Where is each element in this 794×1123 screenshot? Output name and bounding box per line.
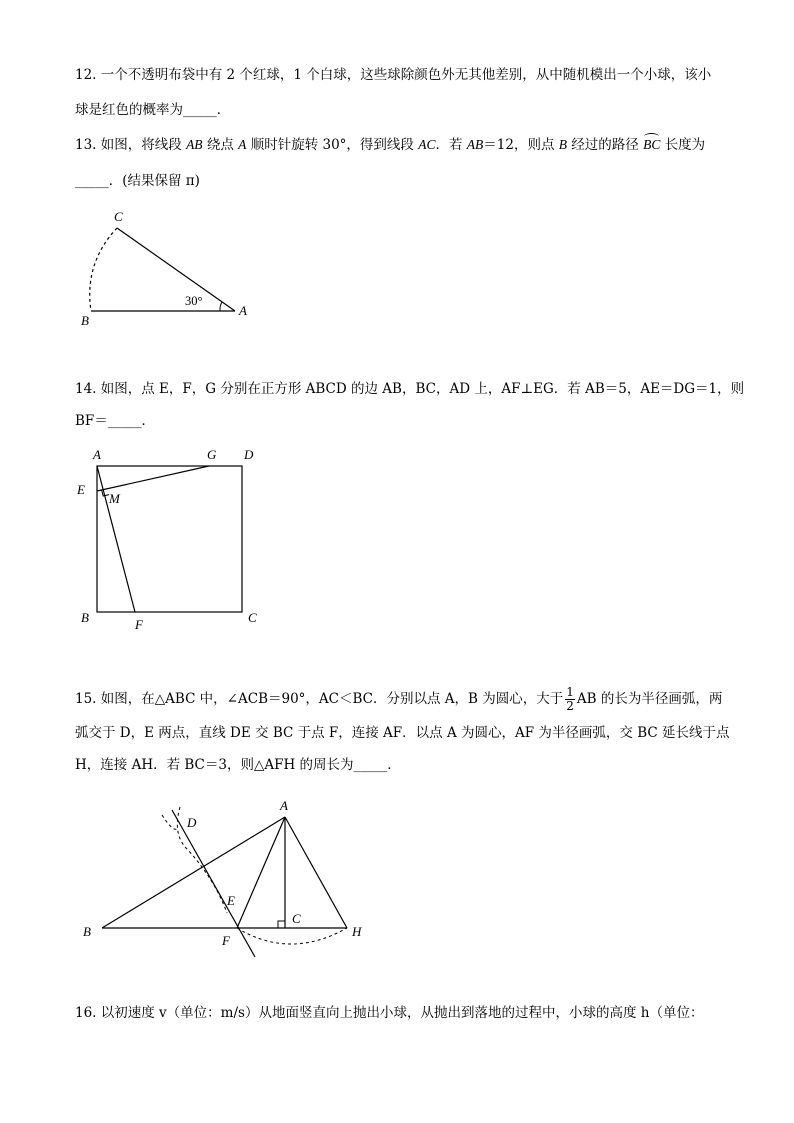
label-a: A: [93, 447, 101, 462]
q12-line1: 12. 一个不透明布袋中有 2 个红球，1 个白球，这些球除颜色外无其他差别，从中随机模出一个小球，该小: [75, 67, 712, 83]
label-e: E: [227, 893, 235, 908]
fraction-one-half: $\frac{1}{2}$: [566, 685, 574, 713]
q15-line2: 弧交于 D，E 两点，直线 DE 交 BC 于点 F，连接 AF．以点 A 为圆心，AF 为半径画弧，交 BC 延长线于点: [75, 725, 730, 741]
q14-line2: BF＝_____．: [75, 413, 156, 429]
label-c: C: [292, 911, 301, 926]
right-angle-mark: [102, 490, 110, 496]
label-c: C: [114, 209, 123, 224]
arc-bc-notation: BC: [643, 136, 660, 154]
q15-figure: [80, 795, 380, 965]
label-h: H: [352, 924, 362, 939]
right-angle-mark: [278, 921, 285, 928]
label-a: A: [239, 303, 247, 318]
square-abcd: [97, 466, 242, 612]
q13-line1: 13. 如图，将线段 AB 绕点 A 顺时针旋转 30°，得到线段 AC．若 AB＝12，则点 B 经过的路径 BC 长度为: [75, 136, 705, 154]
q15-line3: H，连接 AH．若 BC＝3，则△AFH 的周长为_____．: [75, 757, 401, 773]
label-e: E: [77, 482, 85, 497]
segment-ac: [117, 228, 235, 311]
arc-bc: [90, 228, 117, 311]
line-de: [172, 810, 255, 957]
q13-figure: [70, 205, 270, 330]
label-angle: 30°: [185, 294, 203, 308]
q16-line1: 16. 以初速度 v（单位：m/s）从地面竖直向上抛出小球，从抛出到落地的过程中，小球的高度 h（单位：: [75, 1005, 704, 1021]
label-b: B: [81, 610, 89, 625]
arc-fh: [237, 928, 347, 944]
segment-ab: [102, 817, 285, 928]
segment-af: [237, 817, 285, 928]
label-f: F: [135, 617, 143, 632]
label-d: D: [187, 815, 197, 830]
q12-line2: 球是红色的概率为_____．: [75, 102, 231, 118]
segment-af: [97, 466, 135, 612]
segment-eg: [97, 466, 209, 491]
q15-line1: 15. 如图，在△ABC 中，∠ACB＝90°，AC＜BC．分别以点 A，B 为圆心，大于 $\frac{1}{2}$ AB 的长为半径画弧，两: [75, 685, 723, 713]
label-f: F: [222, 933, 230, 948]
q14-figure: [75, 445, 275, 635]
label-b: B: [81, 313, 89, 328]
q14-line1: 14. 如图，点 E，F，G 分别在正方形 ABCD 的边 AB，BC，AD 上，AF⊥EG．若 AB＝5，AE＝DG＝1，则: [75, 381, 745, 397]
angle-mark: [220, 302, 222, 311]
label-a: A: [280, 798, 288, 813]
label-d: D: [244, 447, 254, 462]
label-c: C: [248, 610, 257, 625]
label-m: M: [109, 491, 120, 506]
q13-line2: _____．(结果保留 π): [75, 173, 200, 189]
label-g: G: [207, 447, 217, 462]
arc-from-a: [177, 807, 227, 913]
label-b: B: [83, 924, 91, 939]
